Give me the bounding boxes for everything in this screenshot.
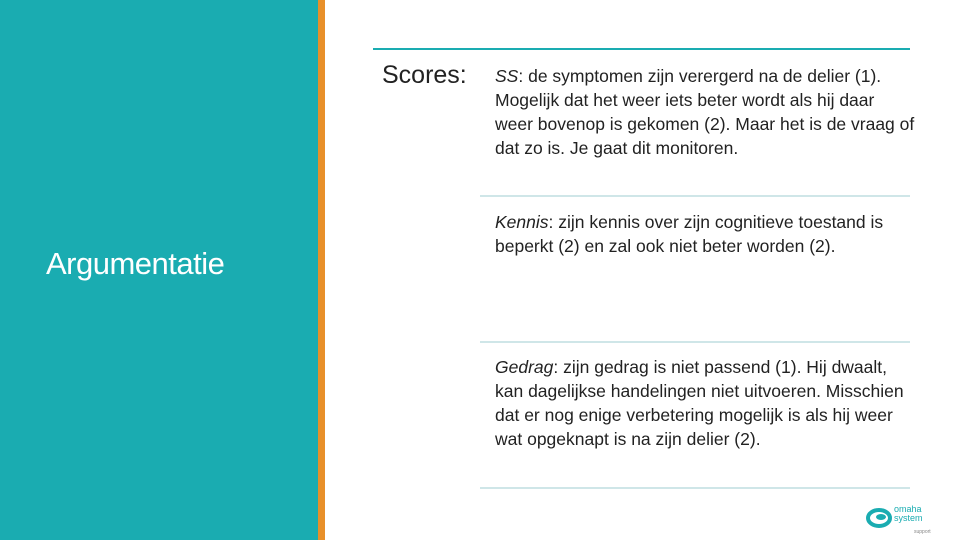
swirl-icon bbox=[866, 507, 892, 529]
logo-subtext: support bbox=[914, 529, 931, 535]
score-text: : zijn kennis over zijn cognitieve toestand is beperkt (2) en zal ook niet beter worden (2). bbox=[495, 212, 884, 256]
score-term: Kennis bbox=[495, 212, 549, 232]
score-item-kennis bbox=[495, 210, 915, 258]
score-text: : de symptomen zijn verergerd na de delier (1). Mogelijk dat het weer iets beter wordt als hij daar weer bovenop is gekomen (2). Maar het is de vraag of dat zo is. Je gaat dit monitoren. bbox=[495, 66, 915, 158]
slide-title: Argumentatie bbox=[46, 246, 225, 281]
score-item-gedrag bbox=[495, 355, 915, 451]
score-term: SS bbox=[495, 66, 519, 86]
logo-wordmark: omaha system bbox=[894, 504, 923, 523]
omaha-system-logo bbox=[866, 505, 936, 537]
score-term: Gedrag bbox=[495, 357, 554, 377]
item-divider bbox=[480, 487, 910, 489]
score-text: : zijn gedrag is niet passend (1). Hij dwaalt, kan dagelijkse handelingen niet uitvoeren. Misschien dat er nog enige verbetering mogelijk is als hij weer wat opgeknapt is na zijn delier (2). bbox=[495, 357, 904, 449]
item-divider bbox=[480, 341, 910, 343]
item-divider bbox=[480, 195, 910, 197]
accent-bar bbox=[318, 0, 325, 540]
scores-label: Scores: bbox=[382, 61, 467, 89]
score-item-ss bbox=[495, 64, 915, 160]
top-divider bbox=[373, 48, 910, 50]
